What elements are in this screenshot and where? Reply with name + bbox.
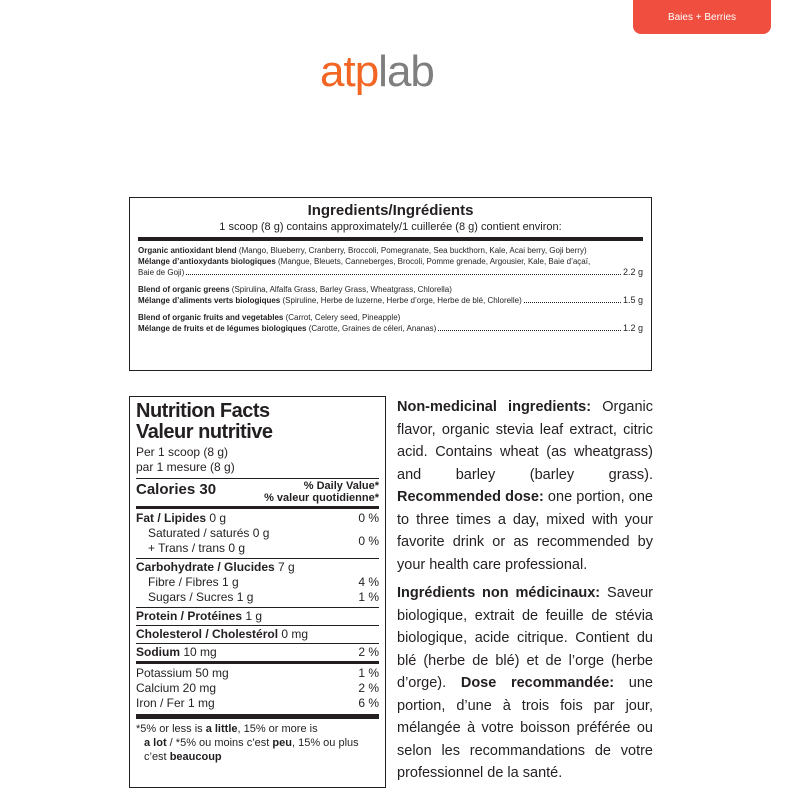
dot-leader: [438, 325, 621, 331]
fibre-label: Fibre / Fibres 1 g: [148, 575, 239, 589]
ingredients-subtitle: 1 scoop (8 g) contains approximately/1 cuillerée (8 g) contient environ:: [219, 221, 562, 233]
logo-part-lab: lab: [378, 47, 434, 96]
nonmedicinal-text-fr: Saveur biologique, extrait de feuille de stévia biologique, acide citrique. Contient du blé (herbe de blé) et de l’orge (herbe d’orge).: [397, 585, 653, 691]
sodium-amount: 10 mg: [180, 645, 217, 659]
footnote-bold: beaucoup: [169, 751, 222, 763]
cholesterol-row: [136, 626, 379, 643]
ingredient-amount: 1.2 g: [622, 323, 643, 333]
calories-row: [136, 479, 379, 506]
fat-row: [136, 509, 379, 526]
serving-size-fr: par 1 mesure (8 g): [136, 460, 235, 474]
divider: [138, 237, 643, 241]
divider: [136, 714, 379, 719]
daily-value-fr: % valeur quotidienne*: [264, 492, 379, 504]
ingredient-detail-fr-cont: Baie de Goji): [138, 268, 185, 277]
footnote: [136, 722, 379, 764]
cholesterol-label: Cholesterol / Cholestérol: [136, 627, 279, 641]
sat-trans-dv: 0 %: [358, 534, 379, 548]
saturated-fat: Saturated / saturés 0 g: [148, 526, 270, 540]
sugars-label: Sugars / Sucres 1 g: [148, 590, 254, 604]
calcium-dv: 2 %: [358, 681, 379, 695]
protein-amount: 1 g: [242, 609, 263, 623]
potassium-dv: 1 %: [358, 666, 379, 680]
nonmedicinal-heading-en: Non-medicinal ingredients:: [397, 399, 592, 415]
footnote-bold: a lot: [144, 737, 167, 749]
fat-dv: 0 %: [358, 511, 379, 525]
serving-size-en: Per 1 scoop (8 g): [136, 445, 229, 459]
fibre-row: [136, 575, 379, 590]
carb-label: Carbohydrate / Glucides: [136, 560, 275, 574]
ingredients-panel: [129, 197, 652, 371]
ingredient-group: [138, 245, 643, 278]
protein-label: Protein / Protéines: [136, 609, 243, 623]
dose-text-en: one portion, one to three times a day, mixed with your favorite drink or as recommended by your health care professional.: [397, 489, 653, 573]
ingredient-name-en: Organic antioxidant blend: [138, 246, 237, 255]
ingredient-group: [138, 284, 643, 306]
calcium-row: [136, 681, 379, 696]
nutrition-title-fr: Valeur nutritive: [136, 421, 273, 443]
ingredient-detail-fr: (Mangue, Bleuets, Canneberges, Brocoli, Pomme grenade, Argousier, Kale, Baie d’açaï,: [275, 257, 591, 266]
footnote-text: , 15% or more is: [237, 723, 318, 735]
ingredient-name-en: Blend of organic fruits and vegetables: [138, 313, 284, 322]
carb-amount: 7 g: [274, 560, 295, 574]
carbohydrate-row: [136, 559, 379, 575]
daily-value-en: % Daily Value*: [303, 480, 379, 492]
info-paragraph-fr: [397, 582, 653, 785]
sodium-row: [136, 644, 379, 661]
dose-heading-en: Recommended dose:: [397, 489, 544, 505]
ingredient-amount: 1.5 g: [622, 295, 643, 305]
iron-label: Iron / Fer 1 mg: [136, 696, 215, 710]
potassium-row: [136, 664, 379, 681]
fibre-dv: 4 %: [358, 575, 379, 589]
ingredients-title: Ingredients/Ingrédients: [307, 202, 474, 219]
dot-leader: [524, 297, 621, 303]
iron-row: [136, 696, 379, 713]
ingredient-detail-fr: (Spiruline, Herbe de luzerne, Herbe d’orge, Herbe de blé, Chlorelle): [280, 296, 522, 305]
nutrition-title-en: Nutrition Facts: [136, 400, 270, 422]
logo-part-atp: atp: [320, 47, 379, 96]
footnote-text: , 15% ou plus: [291, 737, 359, 749]
dose-heading-fr: Dose recommandée:: [460, 675, 615, 691]
brand-logo: [320, 47, 434, 96]
fat-label: Fat / Lipides: [136, 511, 207, 525]
sugars-dv: 1 %: [358, 590, 379, 604]
dot-leader: [186, 269, 621, 275]
ingredient-detail-fr: (Carotte, Graines de céleri, Ananas): [306, 324, 437, 333]
product-info-text: [397, 396, 653, 791]
ingredient-detail-en: (Spirulina, Alfalfa Grass, Barley Grass, Wheatgrass, Chlorella): [229, 285, 452, 294]
footnote-text: *5% or less is: [136, 723, 206, 735]
footnote-bold: a little: [205, 723, 238, 735]
potassium-label: Potassium 50 mg: [136, 666, 229, 680]
sugars-row: [136, 590, 379, 605]
fat-amount: 0 g: [206, 511, 227, 525]
sodium-label: Sodium: [136, 645, 180, 659]
calcium-label: Calcium 20 mg: [136, 681, 217, 695]
dose-text-fr: une portion, d’une à trois fois par jour, mélangée à votre boisson préférée ou selon les recommandations de votre professionnel de la santé.: [397, 675, 653, 781]
saturated-trans-row: [136, 526, 379, 556]
info-paragraph-en: [397, 396, 653, 576]
ingredient-name-fr: Mélange d’antioxydants biologiques: [138, 257, 276, 266]
footnote-text: / *5% ou moins c’est: [166, 737, 273, 749]
ingredient-name-en: Blend of organic greens: [138, 285, 230, 294]
sodium-dv: 2 %: [358, 645, 379, 659]
protein-row: [136, 608, 379, 625]
cholesterol-amount: 0 mg: [278, 627, 309, 641]
ingredient-group: [138, 312, 643, 334]
category-badge[interactable]: Baies + Berries: [633, 0, 771, 34]
ingredient-name-fr: Mélange de fruits et de légumes biologiques: [138, 324, 307, 333]
nonmedicinal-heading-fr: Ingrédients non médicinaux:: [397, 585, 601, 601]
ingredient-detail-en: (Mango, Blueberry, Cranberry, Broccoli, Pomegranate, Sea buckthorn, Kale, Acai berry, Goji berry): [236, 246, 587, 255]
calories-label: Calories 30: [136, 481, 217, 498]
iron-dv: 6 %: [358, 696, 379, 710]
nonmedicinal-text-en: Organic flavor, organic stevia leaf extract, citric acid. Contains wheat (as wheatgrass) and barley (barley grass).: [397, 399, 653, 483]
ingredient-amount: 2.2 g: [622, 267, 643, 277]
footnote-bold: peu: [272, 737, 292, 749]
nutrition-facts-table: [129, 396, 386, 788]
footnote-text: c’est: [144, 751, 170, 763]
ingredient-name-fr: Mélange d’aliments verts biologiques: [138, 296, 281, 305]
ingredient-detail-en: (Carrot, Celery seed, Pineapple): [283, 313, 401, 322]
trans-fat: + Trans / trans 0 g: [148, 541, 246, 555]
daily-value-header: [264, 480, 379, 504]
